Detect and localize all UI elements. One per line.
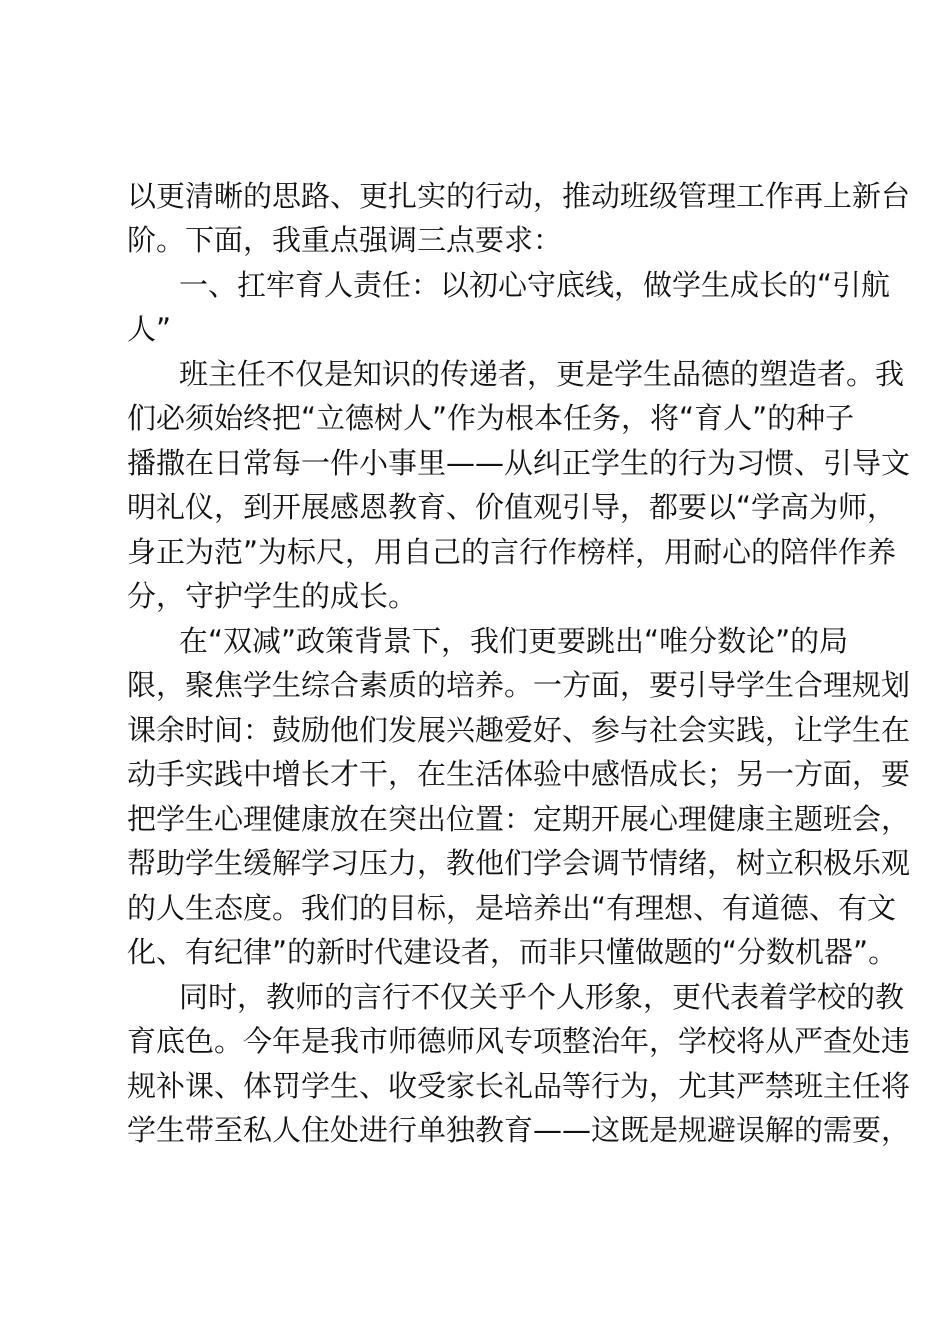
text-line-12: 限，聚焦学生综合素质的培养。一方面，要引导学生合理规划	[127, 668, 911, 702]
text-line-21: 规补课、体罚学生、收受家长礼品等行为，尤其严禁班主任将	[127, 1069, 911, 1103]
text-line-14: 动手实践中增长才干，在生活体验中感悟成长；另一方面，要	[127, 757, 911, 791]
text-line-8: 明礼仪，到开展感恩教育、价值观引导，都要以“学高为师，	[127, 490, 897, 524]
text-line-9: 身正为范”为标尺，用自己的言行作榜样，用耐心的陪伴作养	[127, 535, 897, 569]
text-line-17: 的人生态度。我们的目标，是培养出“有理想、有道德、有文	[127, 891, 897, 925]
text-line-15: 把学生心理健康放在突出位置：定期开展心理健康主题班会，	[127, 802, 911, 836]
text-line-22: 学生带至私人住处进行单独教育——这既是规避误解的需要，	[127, 1113, 911, 1147]
text-line-10: 分，守护学生的成长。	[127, 579, 418, 613]
text-line-6: 们必须始终把“立德树人”作为根本任务，将“育人”的种子	[127, 401, 855, 435]
text-line-1: 以更清晰的思路、更扎实的行动，推动班级管理工作再上新台	[127, 179, 911, 213]
text-line-5: 班主任不仅是知识的传递者，更是学生品德的塑造者。我	[179, 357, 905, 391]
section-heading-line-2: 人”	[127, 312, 172, 346]
text-line-18: 化、有纪律”的新时代建设者，而非只懂做题的“分数机器”。	[127, 935, 898, 969]
text-line-19: 同时，教师的言行不仅关乎个人形象，更代表着学校的教	[179, 980, 905, 1014]
text-line-16: 帮助学生缓解学习压力，教他们学会调节情绪，树立积极乐观	[127, 846, 911, 880]
text-line-11: 在“双减”政策背景下，我们更要跳出“唯分数论”的局	[179, 624, 849, 658]
text-line-20: 育底色。今年是我市师德师风专项整治年，学校将从严查处违	[127, 1024, 911, 1058]
section-heading-line-1: 一、扛牢育人责任：以初心守底线，做学生成长的“引航	[179, 268, 891, 302]
text-line-13: 课余时间：鼓励他们发展兴趣爱好、参与社会实践，让学生在	[127, 713, 911, 747]
text-line-2: 阶。下面，我重点强调三点要求：	[127, 223, 563, 257]
text-line-7: 播撒在日常每一件小事里——从纠正学生的行为习惯、引导文	[127, 446, 911, 480]
